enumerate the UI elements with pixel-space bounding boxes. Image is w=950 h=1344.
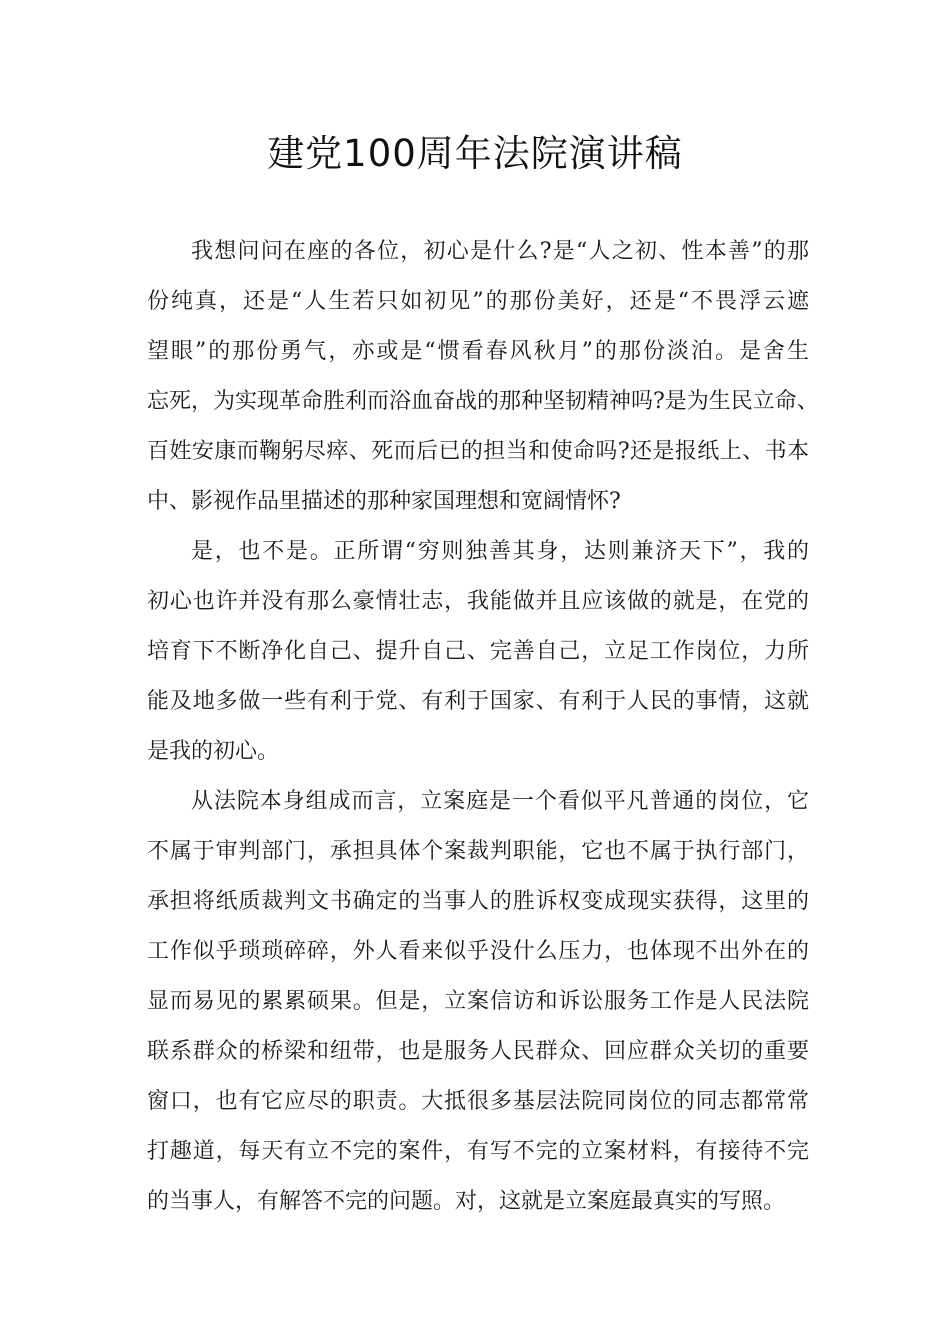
paragraph-line: 联系群众的桥梁和纽带，也是服务人民群众、回应群众关切的重要 — [147, 1039, 809, 1064]
paragraph-line: 的当事人，有解答不完的问题。对，这就是立案庭最真实的写照。 — [147, 1189, 786, 1214]
paragraph-line: 忘死，为实现革命胜利而浴血奋战的那种坚韧精神吗?是为生民立命、 — [147, 389, 819, 414]
document-title: 建党100周年法院演讲稿 — [267, 132, 683, 175]
paragraph-line: 能及地多做一些有利于党、有利于国家、有利于人民的事情，这就 — [147, 689, 809, 714]
paragraph-line: 从法院本身组成而言，立案庭是一个看似平凡普通的岗位，它 — [191, 789, 809, 814]
paragraph-line: 是，也不是。正所谓“穷则独善其身，达则兼济天下”，我的 — [191, 539, 809, 564]
document-body — [147, 227, 819, 1227]
paragraph-line: 中、影视作品里描述的那种家国理想和宽阔情怀? — [147, 489, 621, 514]
paragraph-line: 不属于审判部门，承担具体个案裁判职能，它也不属于执行部门， — [147, 839, 809, 864]
paragraph-line: 工作似乎琐琐碎碎，外人看来似乎没什么压力，也体现不出外在的 — [147, 939, 809, 964]
paragraph-line: 初心也许并没有那么豪情壮志，我能做并且应该做的就是，在党的 — [147, 589, 809, 614]
paragraph-1 — [147, 227, 819, 527]
paragraph-line: 望眼”的那份勇气，亦或是“惯看春风秋月”的那份淡泊。是舍生 — [147, 339, 809, 364]
paragraph-line: 是我的初心。 — [147, 739, 280, 764]
paragraph-line: 培育下不断净化自己、提升自己、完善自己，立足工作岗位，力所 — [147, 639, 809, 664]
paragraph-3 — [147, 777, 809, 1227]
paragraph-line: 我想问问在座的各位，初心是什么?是“人之初、性本善”的那 — [191, 239, 809, 264]
paragraph-line: 打趣道，每天有立不完的案件，有写不完的立案材料，有接待不完 — [147, 1139, 809, 1164]
paragraph-line: 份纯真，还是“人生若只如初见”的那份美好，还是“不畏浮云遮 — [147, 289, 809, 314]
paragraph-2 — [147, 527, 809, 777]
paragraph-line: 显而易见的累累硕果。但是，立案信访和诉讼服务工作是人民法院 — [147, 989, 809, 1014]
paragraph-line: 承担将纸质裁判文书确定的当事人的胜诉权变成现实获得，这里的 — [147, 889, 809, 914]
paragraph-line: 窗口，也有它应尽的职责。大抵很多基层法院同岗位的同志都常常 — [147, 1089, 809, 1114]
paragraph-line: 百姓安康而鞠躬尽瘁、死而后已的担当和使命吗?还是报纸上、书本 — [147, 439, 809, 464]
